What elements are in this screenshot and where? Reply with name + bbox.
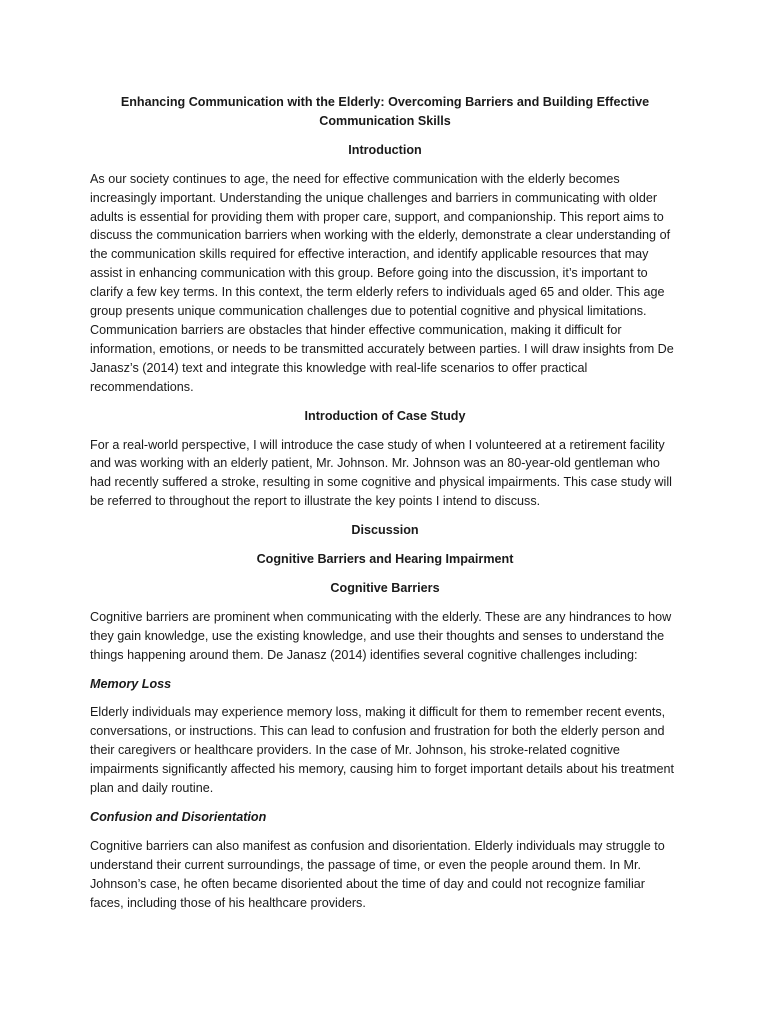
discussion-heading: Discussion: [351, 523, 419, 538]
introduction-paragraph: As our society continues to age, the need for effective communication with the elderly becomes increasingly important. Understanding the unique challenges and barriers in communicating with older adults is essential for providing them with proper care, support, and companionship. This report aims to discuss the communication barriers when working with the elderly, demonstrate a clear understanding of the communication skills required for effective interaction, and identify applicable resources that may assist in enhancing communication with this group. Before going into the discussion, it’s important to clarify a few key terms. In this context, the term elderly refers to individuals aged 65 and older. This age group presents unique communication challenges due to potential cognitive and physical limitations. Communication barriers are obstacles that hinder effective communication, making it difficult for information, emotions, or needs to be transmitted accurately between parties. I will draw insights from De Janasz’s (2014) text and integrate this knowledge with real-life scenarios to offer practical recommendations.: [90, 171, 674, 394]
cognitive-hearing-heading: Cognitive Barriers and Hearing Impairment: [256, 552, 514, 567]
confusion-heading: Confusion and Disorientation: [90, 810, 267, 824]
cognitive-barriers-paragraph: Cognitive barriers are prominent when communicating with the elderly. These are any hindrances to how they gain knowledge, use the existing knowledge, and use their thoughts and senses to understand the things happening around them. De Janasz (2014) identifies several cognitive challenges including:: [90, 609, 672, 662]
introduction-heading: Introduction: [348, 142, 422, 157]
case-study-paragraph: For a real-world perspective, I will introduce the case study of when I volunteered at a retirement facility and was working with an elderly patient, Mr. Johnson. Mr. Johnson was an 80-year-old gentleman who had recently suffered a stroke, resulting in some cognitive and physical impairments. This case study will be referred to throughout the report to illustrate the key points I intend to discuss.: [90, 437, 672, 509]
memory-loss-heading: Memory Loss: [90, 676, 172, 691]
confusion-paragraph: Cognitive barriers can also manifest as confusion and disorientation. Elderly individuals may struggle to understand their current surroundings, the passage of time, or even the people around them. In Mr. Johnson’s case, he often became disoriented about the time of day and could not recognize familiar faces, including those of his healthcare providers.: [90, 838, 665, 910]
document-page: [90, 93, 680, 923]
case-study-heading: Introduction of Case Study: [304, 408, 466, 423]
cognitive-barriers-heading: Cognitive Barriers: [330, 580, 440, 595]
document-title: Enhancing Communication with the Elderly: Overcoming Barriers and Building Effective Communication Skills: [120, 95, 650, 128]
memory-loss-paragraph: Elderly individuals may experience memory loss, making it difficult for them to remember recent events, conversations, or instructions. This can lead to confusion and frustration for both the elderly person and their caregivers or healthcare providers. In the case of Mr. Johnson, his stroke-related cognitive impairments significantly affected his memory, causing him to forget important details about his treatment plan and daily routine.: [90, 705, 675, 796]
